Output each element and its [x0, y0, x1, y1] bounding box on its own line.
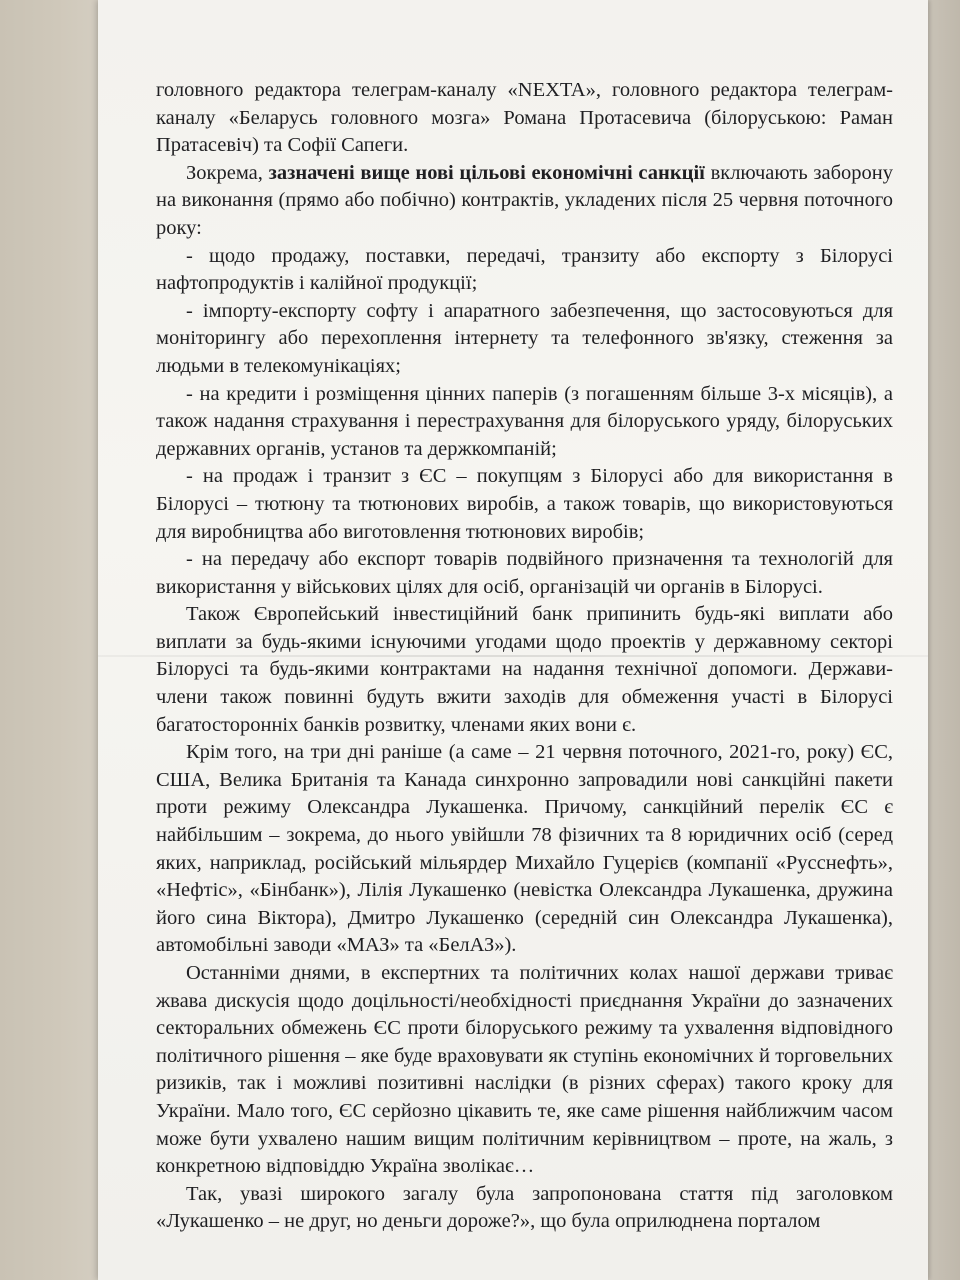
paragraph-intro: головного редактора телеграм-каналу «NEXTA», головного редактора телеграм-каналу «Беларусь головного мозга» Романа Протасевича (білоруською: Раман Пратасевіч) та Софії Сапеги. — [156, 79, 893, 157]
bullet-tobacco: - на продаж і транзит з ЄС – покупцям з Білорусі або для використання в Білорусі – тютюну та тютюнових виробів, а також товарів, що використовуються для виробництва або виготовлення тютюнових виробів; — [156, 465, 893, 543]
sanctions-tail: включають заборону на виконання (прямо або побічно) контрактів, укладених після 25 червня поточного року: — [156, 161, 894, 239]
document-page — [98, 0, 928, 1280]
bullet-credit-securities: - на кредити і розміщення цінних паперів (з погашенням більше 3-х місяців), а також надання страхування і перестрахування для білоруського уряду, білоруських державних органів, установ та держкомпаній; — [156, 382, 893, 460]
sanctions-lead: Зокрема, — [186, 161, 263, 184]
paragraph-article: Так, увазі широкого загалу була запропонована стаття під заголовком «Лукашенко – не друг, но деньги дороже?», що була оприлюднена порталом — [156, 1182, 893, 1233]
sanctions-emphasis: зазначені вище нові цільові економічні санкції — [268, 161, 705, 184]
paragraph-discussion: Останніми днями, в експертних та політичних колах нашої держави триває жвава дискусія щодо доцільності/необхідності приєднання України до зазначених секторальних обмежень ЄС проти білоруського режиму та ухвалення відповідного політичного рішення – яке буде враховувати як ступінь економічних й торговельних ризиків, так і можливі позитивні наслідки (в різних сферах) такого кроку для України. Мало того, ЄС серйозно цікавить те, яке саме рішення найближчим часом може бути ухвалено нашим вищим політичним керівництвом – проте, на жаль, з конкретною відповіддю Україна зволікає… — [156, 962, 893, 1178]
paragraph-june21: Крім того, на три дні раніше (а саме – 21 червня поточного, 2021-го, року) ЄС, США, Велика Британія та Канада синхронно запровадили нові санкційні пакети проти режиму Олександра Лукашенка. Причому, санкційний перелік ЄС є найбільшим – зокрема, до нього увійшли 78 фізичних та 8 юридичних осіб (серед яких, наприклад, російський мільярдер Михайло Гуцерієв (компанії «Русснефть», «Нефтіс», «Бінбанк»), Лілія Лукашенко (невістка Олександра Лукашенка, дружина його сина Віктора), Дмитро Лукашенко (середній син Олександра Лукашенка), автомобільні заводи «МАЗ» та «БелАЗ»). — [156, 741, 893, 957]
document-body — [156, 77, 893, 1236]
paragraph-eib: Також Європейський інвестиційний банк припинить будь-які виплати або виплати за будь-якими існуючими угодами щодо проектів у державному секторі Білорусі та будь-якими контрактами на надання технічної допомоги. Держави-члени також повинні будуть вжити заходів для обмеження участі в Білорусі багатосторонніх банків розвитку, членами яких вони є. — [156, 603, 893, 736]
bullet-dual-use: - на передачу або експорт товарів подвійного призначення та технологій для використання у військових цілях для осіб, організацій чи органів в Білорусі. — [156, 548, 893, 598]
bullet-oil-potash: - щодо продажу, поставки, передачі, транзиту або експорту з Білорусі нафтопродуктів і калійної продукції; — [156, 244, 893, 295]
bullet-surveillance-tech: - імпорту-експорту софту і апаратного забезпечення, що застосовуються для моніторингу або перехоплення інтернету та телефонного зв'язку, стеження за людьми в телекомунікаціях; — [156, 299, 893, 377]
paragraph-sanctions — [156, 160, 893, 243]
